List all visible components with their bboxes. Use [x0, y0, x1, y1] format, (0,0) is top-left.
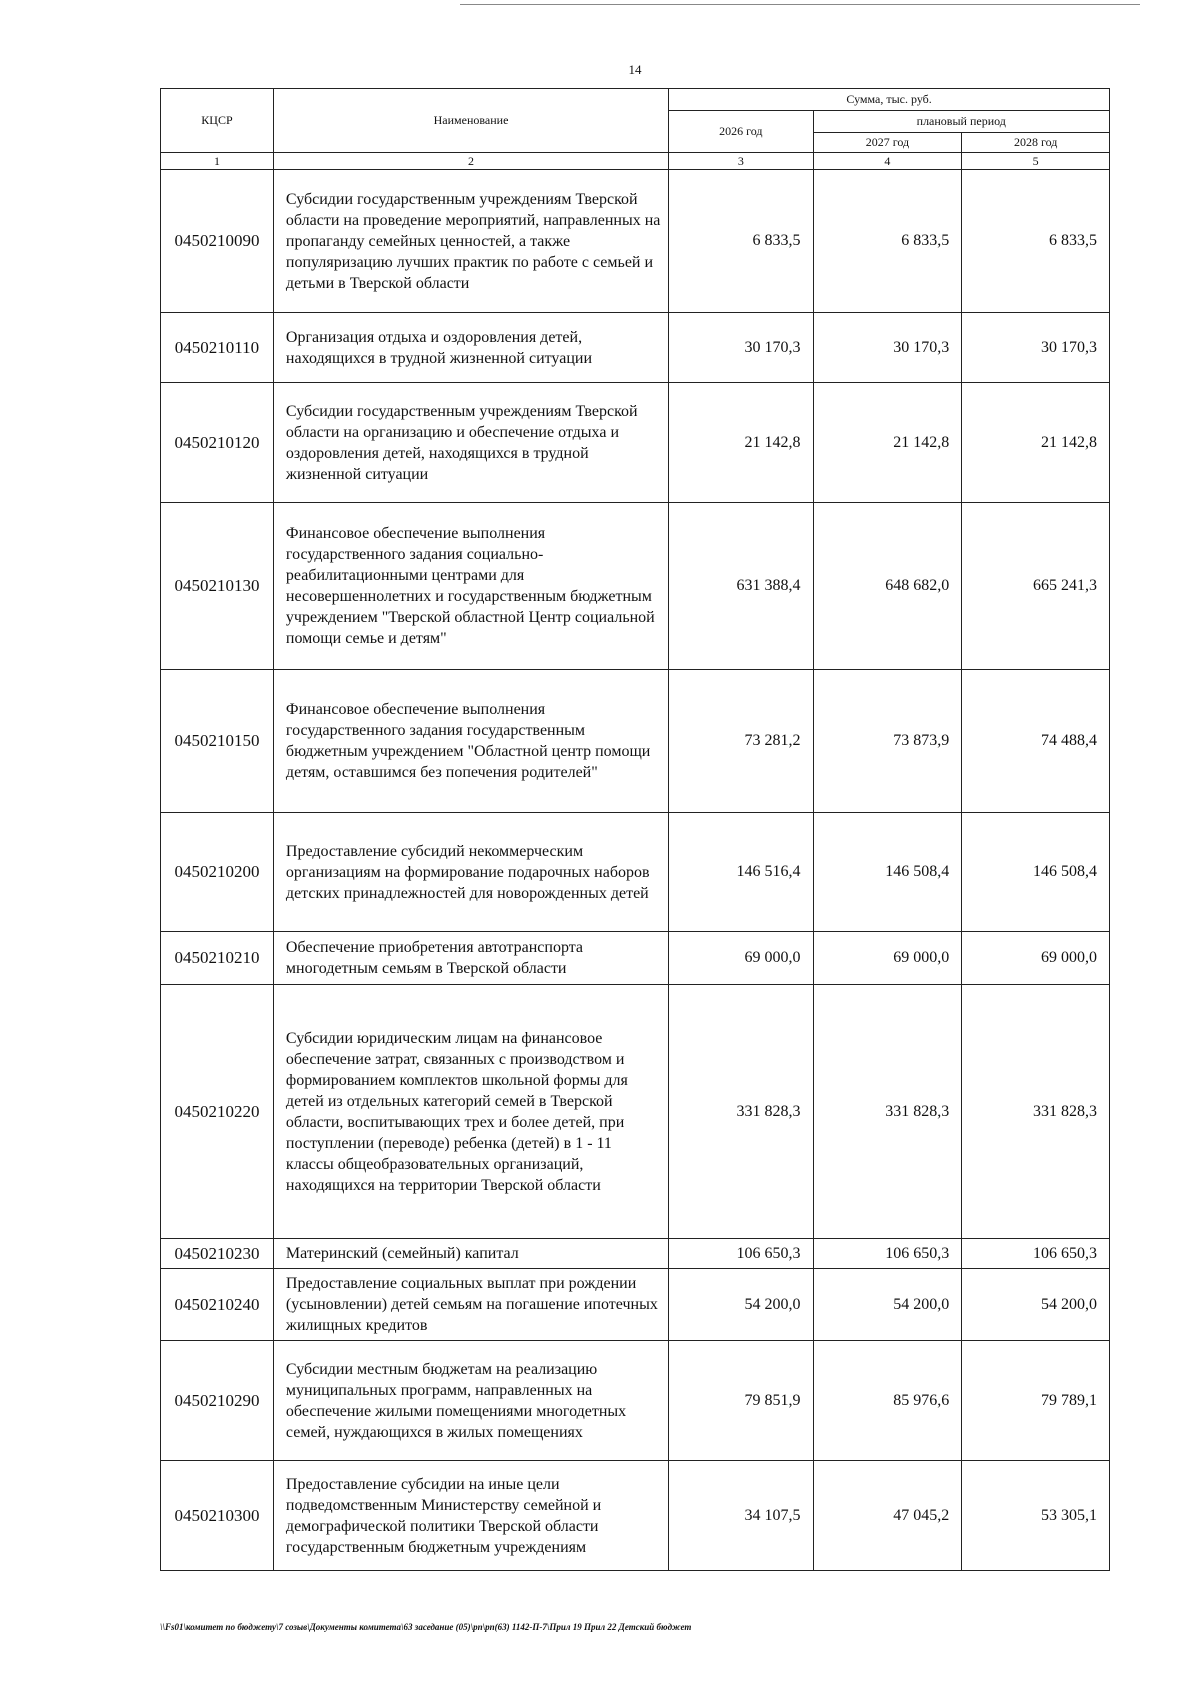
- row-value-2027: 6 833,5: [813, 170, 962, 313]
- row-value-2026: 73 281,2: [669, 670, 813, 813]
- table-row: [161, 1239, 1110, 1269]
- row-value-2026: 34 107,5: [669, 1461, 813, 1571]
- row-value-2028: 21 142,8: [962, 383, 1110, 503]
- header-planned-period: плановый период: [813, 111, 1109, 133]
- row-value-2028: 74 488,4: [962, 670, 1110, 813]
- row-name: Обеспечение приобретения автотранспорта многодетным семьям в Тверской области: [273, 932, 668, 985]
- page-number: 14: [628, 62, 642, 77]
- column-number: 1: [161, 153, 274, 170]
- row-value-2027: 30 170,3: [813, 313, 962, 383]
- budget-table: [160, 88, 1110, 1571]
- row-value-2028: 53 305,1: [962, 1461, 1110, 1571]
- row-value-2028: 79 789,1: [962, 1341, 1110, 1461]
- row-value-2026: 69 000,0: [669, 932, 813, 985]
- row-value-2027: 21 142,8: [813, 383, 962, 503]
- row-value-2028: 331 828,3: [962, 985, 1110, 1239]
- row-value-2028: 69 000,0: [962, 932, 1110, 985]
- row-value-2027: 73 873,9: [813, 670, 962, 813]
- row-value-2027: 106 650,3: [813, 1239, 962, 1269]
- row-name: Предоставление социальных выплат при рождении (усыновлении) детей семьям на погашение ипотечных жилищных кредитов: [273, 1269, 668, 1341]
- row-value-2028: 54 200,0: [962, 1269, 1110, 1341]
- row-code: 0450210090: [161, 170, 274, 313]
- row-name: Субсидии государственным учреждениям Тверской области на проведение мероприятий, направленных на пропаганду семейных ценностей, а также популяризацию лучших практик по работе с семьей и детьми в Тверской области: [273, 170, 668, 313]
- row-code: 0450210120: [161, 383, 274, 503]
- header-2027: 2027 год: [813, 133, 962, 153]
- table-row: [161, 170, 1110, 313]
- row-name: Материнский (семейный) капитал: [273, 1239, 668, 1269]
- row-name: Предоставление субсидии на иные цели подведомственным Министерству семейной и демографической политики Тверской области государственным бюджетным учреждениям: [273, 1461, 668, 1571]
- row-value-2026: 54 200,0: [669, 1269, 813, 1341]
- row-value-2027: 69 000,0: [813, 932, 962, 985]
- row-value-2026: 30 170,3: [669, 313, 813, 383]
- row-code: 0450210240: [161, 1269, 274, 1341]
- row-value-2027: 54 200,0: [813, 1269, 962, 1341]
- row-name: Предоставление субсидий некоммерческим организациям на формирование подарочных наборов детских принадлежностей для новорожденных детей: [273, 813, 668, 932]
- header-code: КЦСР: [161, 89, 274, 153]
- row-value-2027: 47 045,2: [813, 1461, 962, 1571]
- row-value-2026: 6 833,5: [669, 170, 813, 313]
- table-row: [161, 932, 1110, 985]
- row-name: Субсидии юридическим лицам на финансовое обеспечение затрат, связанных с производством и формированием комплектов школьной формы для детей из отдельных категорий семей в Тверской области, воспитывающих трех и более детей, при поступлении (переводе) ребенка (детей) в 1 - 11 классы общеобразовательных организаций, находящихся на территории Тверской области: [273, 985, 668, 1239]
- row-value-2028: 30 170,3: [962, 313, 1110, 383]
- row-value-2028: 6 833,5: [962, 170, 1110, 313]
- row-code: 0450210130: [161, 503, 274, 670]
- footer-file-path: \\Fs01\комитет по бюджету\7 созыв\Документы комитета\63 заседание (05)\рп\рп(63) 1142-П-7\Прил 19 Прил 22 Детский бюджет: [160, 1622, 692, 1632]
- row-name: Субсидии государственным учреждениям Тверской области на организацию и обеспечение отдыха и оздоровления детей, находящихся в трудной жизненной ситуации: [273, 383, 668, 503]
- row-value-2026: 146 516,4: [669, 813, 813, 932]
- row-name: Финансовое обеспечение выполнения государственного задания социально-реабилитационными центрами для несовершеннолетних и государственным бюджетным учреждением "Тверской областной Центр социальной помощи семье и детям": [273, 503, 668, 670]
- table-row: [161, 383, 1110, 503]
- row-name: Субсидии местным бюджетам на реализацию муниципальных программ, направленных на обеспечение жилыми помещениями многодетных семей, нуждающихся в жилых помещениях: [273, 1341, 668, 1461]
- header-2028: 2028 год: [962, 133, 1110, 153]
- row-name: Финансовое обеспечение выполнения государственного задания государственным бюджетным учреждением "Областной центр помощи детям, оставшимся без попечения родителей": [273, 670, 668, 813]
- row-value-2026: 106 650,3: [669, 1239, 813, 1269]
- table-row: [161, 1461, 1110, 1571]
- row-value-2027: 331 828,3: [813, 985, 962, 1239]
- column-number: 3: [669, 153, 813, 170]
- row-value-2028: 106 650,3: [962, 1239, 1110, 1269]
- row-value-2028: 146 508,4: [962, 813, 1110, 932]
- column-numbers-row: [161, 153, 1110, 170]
- table-row: [161, 985, 1110, 1239]
- table-row: [161, 313, 1110, 383]
- row-name: Организация отдыха и оздоровления детей, находящихся в трудной жизненной ситуации: [273, 313, 668, 383]
- table-row: [161, 1269, 1110, 1341]
- table-row: [161, 1341, 1110, 1461]
- top-rule: [460, 4, 1140, 5]
- row-code: 0450210230: [161, 1239, 274, 1269]
- row-value-2027: 146 508,4: [813, 813, 962, 932]
- table-row: [161, 670, 1110, 813]
- column-number: 5: [962, 153, 1110, 170]
- row-code: 0450210150: [161, 670, 274, 813]
- row-code: 0450210300: [161, 1461, 274, 1571]
- row-value-2027: 85 976,6: [813, 1341, 962, 1461]
- row-code: 0450210110: [161, 313, 274, 383]
- header-sum: Сумма, тыс. руб.: [669, 89, 1110, 111]
- table-row: [161, 813, 1110, 932]
- row-value-2028: 665 241,3: [962, 503, 1110, 670]
- header-name: Наименование: [273, 89, 668, 153]
- row-value-2026: 79 851,9: [669, 1341, 813, 1461]
- row-value-2026: 21 142,8: [669, 383, 813, 503]
- row-value-2026: 631 388,4: [669, 503, 813, 670]
- row-value-2027: 648 682,0: [813, 503, 962, 670]
- row-code: 0450210210: [161, 932, 274, 985]
- row-value-2026: 331 828,3: [669, 985, 813, 1239]
- column-number: 4: [813, 153, 962, 170]
- table-row: [161, 503, 1110, 670]
- row-code: 0450210200: [161, 813, 274, 932]
- row-code: 0450210290: [161, 1341, 274, 1461]
- column-number: 2: [273, 153, 668, 170]
- row-code: 0450210220: [161, 985, 274, 1239]
- header-2026: 2026 год: [669, 111, 813, 153]
